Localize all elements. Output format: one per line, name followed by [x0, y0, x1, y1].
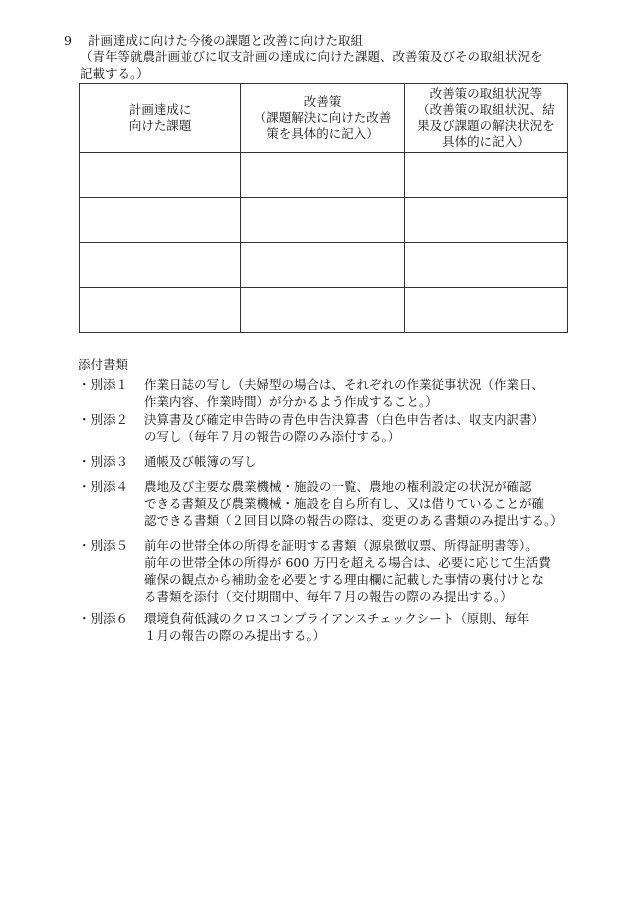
attachment-line: 前年の世帯全体の所得が 600 万円を超える場合は、必要に応じて生活費 — [144, 555, 551, 570]
attachment-item-2 — [78, 411, 568, 445]
attachment-line: 認できる書類（２回目以降の報告の際は、変更のある書類のみ提出する。） — [144, 513, 563, 528]
section-note — [80, 48, 580, 82]
attachment-label: ・別添１ — [78, 377, 129, 392]
attachment-line: 環境負荷低減のクロスコンプライアンスチェックシート（原則、毎年 — [144, 611, 530, 626]
attachment-item-4 — [78, 478, 568, 529]
header-line: 具体的に記入） — [442, 134, 530, 149]
header-measures — [241, 84, 404, 153]
attachment-line: できる書類及び農業機械・施設を自ら所有し、又は借りていることが確 — [144, 496, 545, 511]
note-line: （青年等就農計画並びに収支計画の達成に向けた課題、改善策及びその取組状況を — [80, 49, 543, 64]
header-line: 改善策の取組状況等 — [429, 86, 543, 101]
attachment-label: ・別添４ — [78, 479, 129, 494]
note-line: 記載する。） — [80, 66, 149, 81]
table-cell[interactable] — [80, 153, 241, 198]
attachments-title: 添付書類 — [78, 357, 129, 372]
attachment-line: の写し（毎年７月の報告の際のみ添付する。） — [144, 429, 401, 444]
attachment-line: 通帳及び帳簿の写し — [144, 454, 257, 469]
table-cell[interactable] — [404, 198, 567, 243]
table-cell[interactable] — [80, 198, 241, 243]
attachment-label: ・別添５ — [78, 538, 129, 553]
table-cell[interactable] — [241, 153, 404, 198]
attachment-item-1 — [78, 376, 568, 410]
attachment-line: 作業内容、作業時間）が分かるよう作成すること。） — [144, 394, 438, 409]
table-cell[interactable] — [80, 288, 241, 333]
table-cell[interactable] — [404, 288, 567, 333]
table-cell[interactable] — [80, 243, 241, 288]
header-line: 計画達成に — [128, 102, 192, 117]
section-number: 9 — [64, 33, 72, 48]
attachment-item-6 — [78, 610, 568, 644]
table-cell[interactable] — [241, 243, 404, 288]
section-heading — [64, 31, 363, 49]
header-line: （課題解決に向けた改善 — [253, 110, 392, 125]
table-row — [80, 243, 568, 288]
header-line: （改善策の取組状況、結 — [417, 102, 555, 117]
table-row — [80, 288, 568, 333]
section-title: 計画達成に向けた今後の課題と改善に向けた取組 — [88, 33, 364, 48]
header-issues — [80, 84, 241, 153]
attachment-label: ・別添６ — [78, 611, 129, 626]
attachment-line: 決算書及び確定申告時の青色申告決算書（白色申告者は、収支内訳書） — [144, 412, 545, 427]
attachment-line: 前年の世帯全体の所得を証明する書類（源泉徴収票、所得証明書等）。 — [144, 538, 538, 553]
table-cell[interactable] — [241, 198, 404, 243]
table-cell[interactable] — [404, 243, 567, 288]
attachment-line: る書類を添付（交付期間中、毎年７月の報告の際のみ提出する。） — [144, 589, 513, 604]
table-cell[interactable] — [404, 153, 567, 198]
table-row — [80, 153, 568, 198]
header-line: 向けた課題 — [128, 118, 192, 133]
attachment-line: 確保の観点から補助金を必要とする理由欄に記載した事情の裏付けとな — [144, 572, 545, 587]
header-line: 改善策 — [303, 94, 342, 109]
improvement-table — [79, 83, 568, 333]
attachment-line: 作業日誌の写し（夫婦型の場合は、それぞれの作業従事状況（作業日、 — [144, 377, 545, 392]
attachment-label: ・別添３ — [78, 454, 129, 469]
header-line: 果及び課題の解決状況を — [417, 118, 555, 133]
attachment-line: 農地及び主要な農業機械・施設の一覧、農地の権利設定の状況が確認 — [144, 479, 532, 494]
attachment-item-3 — [78, 453, 568, 470]
attachment-line: １月の報告の際のみ提出する。） — [144, 628, 326, 643]
attachment-item-5 — [78, 537, 568, 605]
table-row — [80, 198, 568, 243]
header-line: 策を具体的に記入） — [266, 126, 379, 141]
table-header-row — [80, 84, 568, 153]
header-status — [404, 84, 567, 153]
attachment-label: ・別添２ — [78, 412, 129, 427]
table-cell[interactable] — [241, 288, 404, 333]
